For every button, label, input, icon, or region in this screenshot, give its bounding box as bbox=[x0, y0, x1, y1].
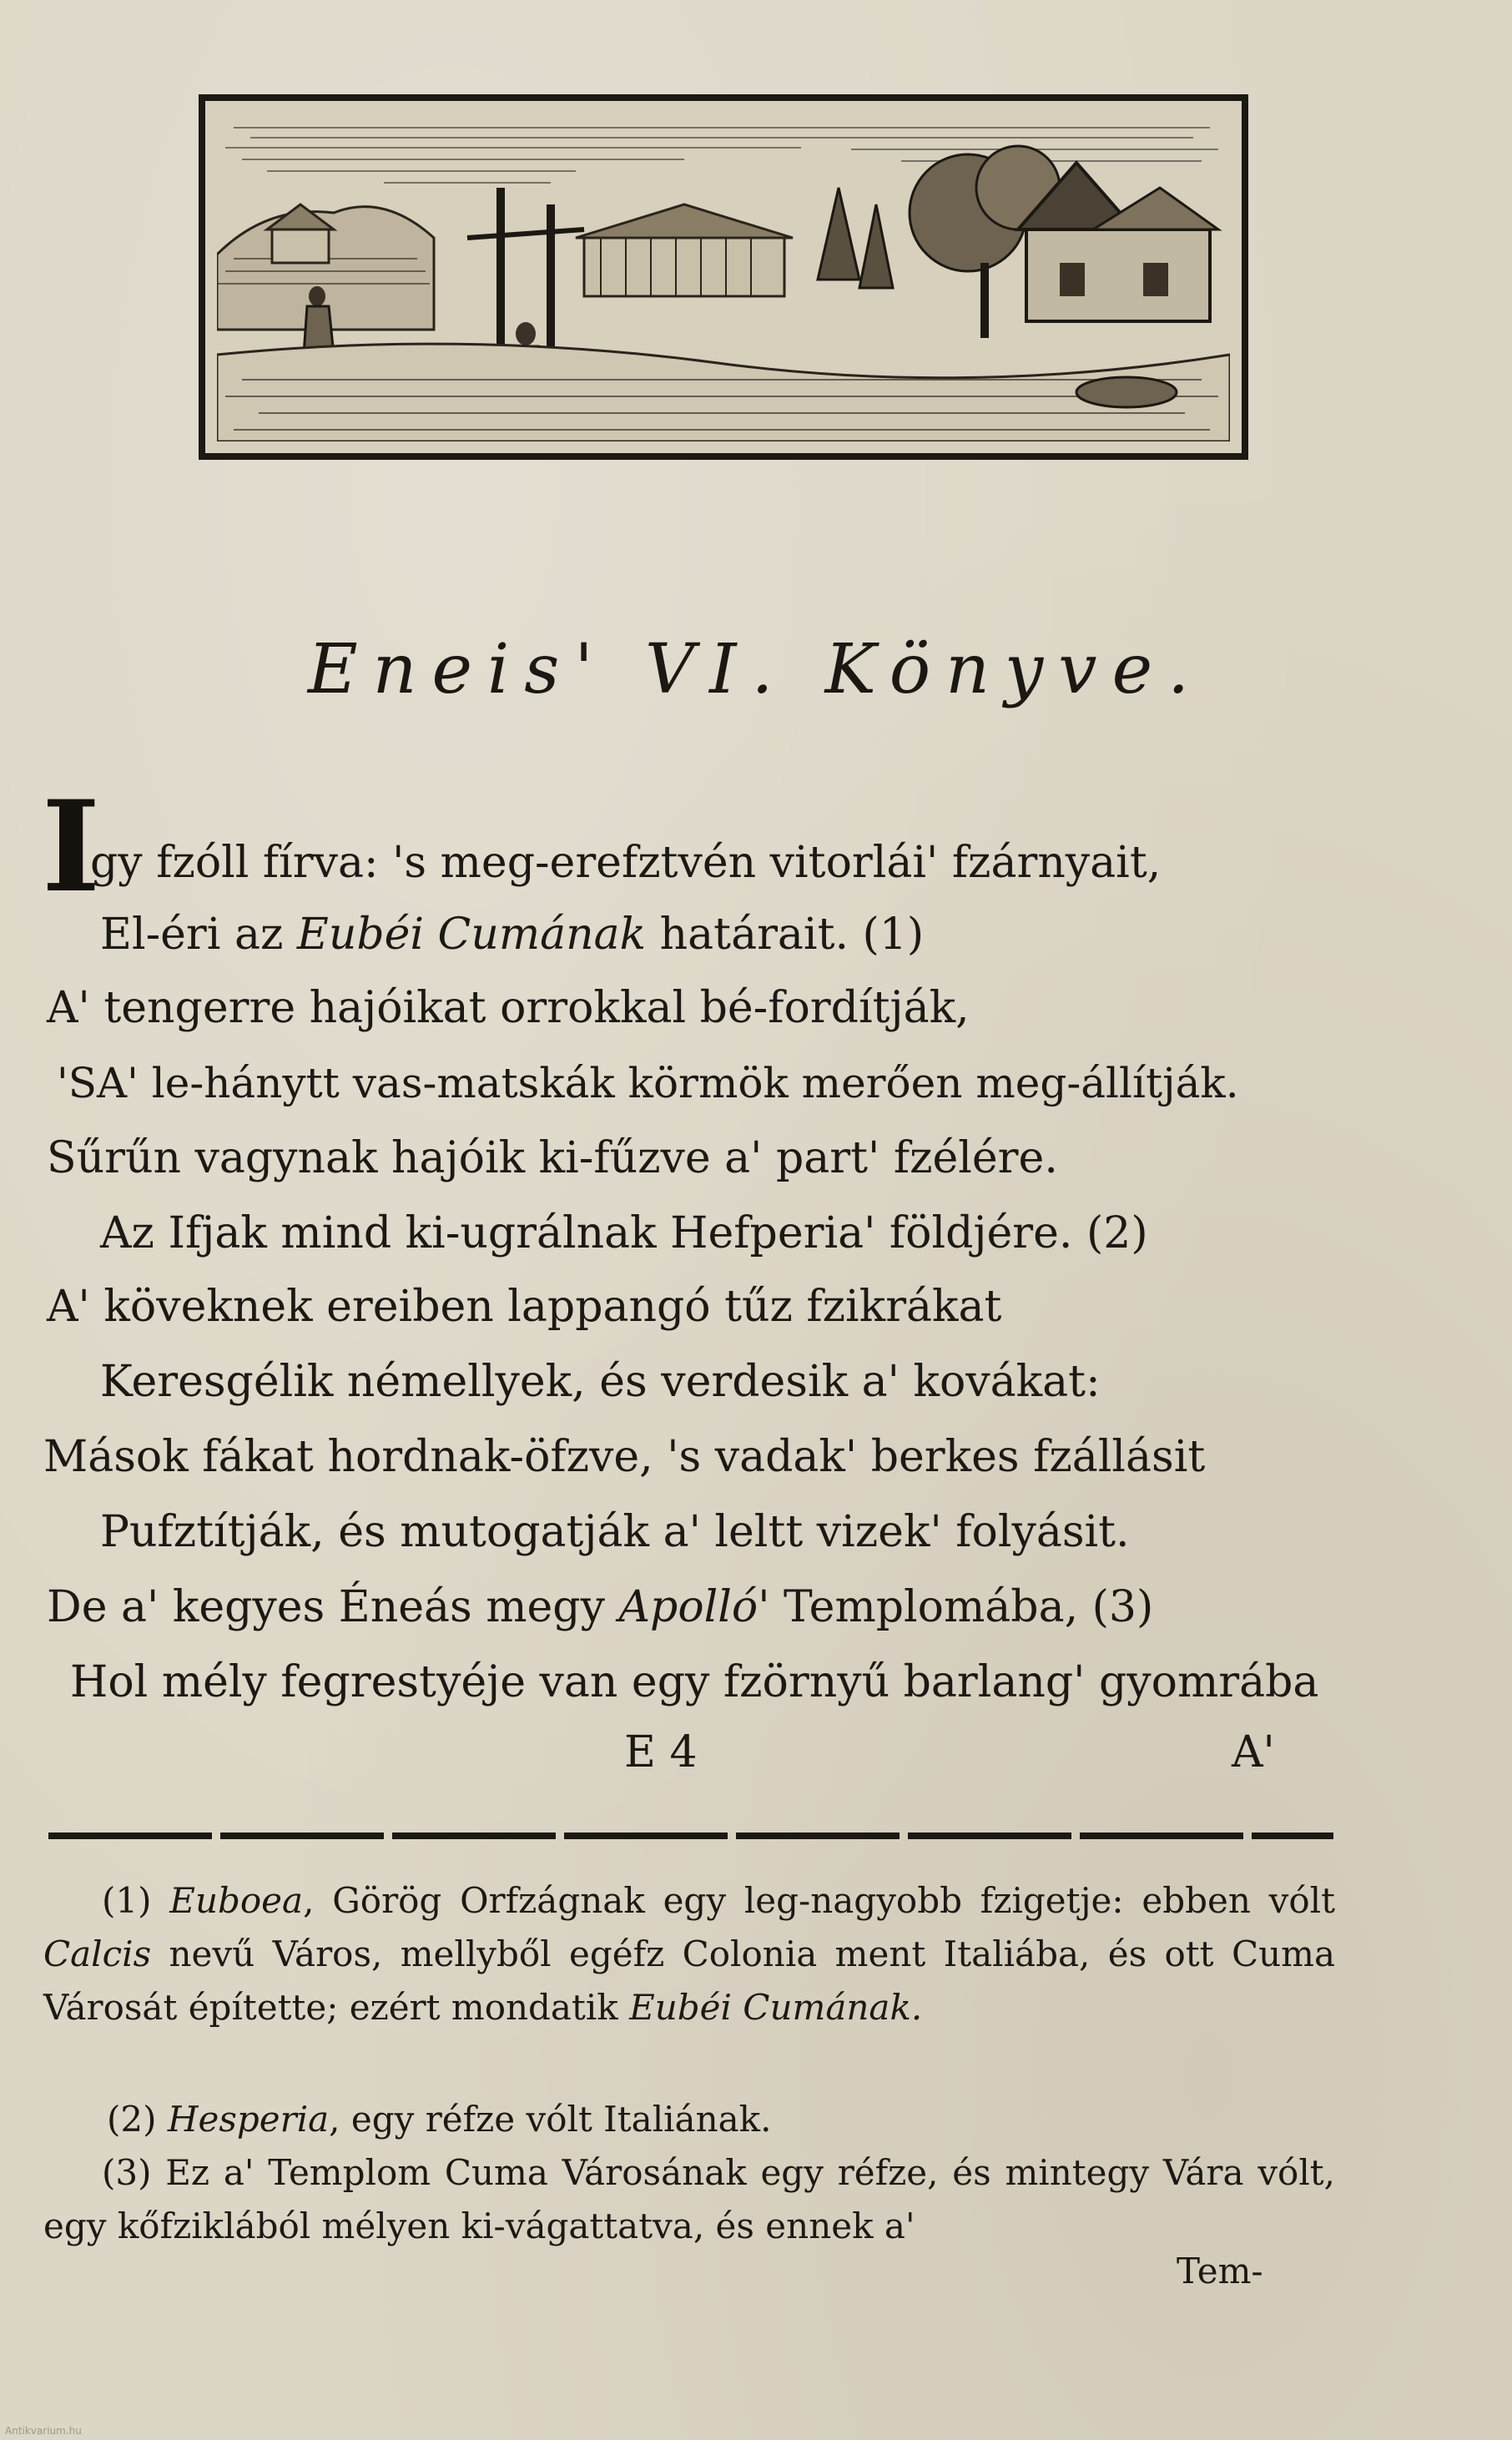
watermark-text: Antikvarium.hu bbox=[5, 2425, 82, 2437]
verse-line-5: Sűrűn vagynak hajóik ki-fűzve a' part' fzélére. bbox=[47, 1133, 1058, 1183]
note-text: (3) Ez a' Templom Cuma Városának egy réfze, és mintegy Vára vólt, egy kőfziklából mélyen ki-vágattatva, és ennek a' bbox=[43, 2152, 1335, 2246]
note-number: (2) bbox=[107, 2099, 168, 2140]
verse-line-3: A' tengerre hajóikat orrokkal bé-fordítják, bbox=[47, 983, 970, 1033]
note-italic: Calcis bbox=[43, 1933, 152, 1974]
verse-line-8: Keresgélik némellyek, és verdesik a' kovákat: bbox=[100, 1357, 1101, 1407]
place-name-italic: Eubéi Cumának bbox=[296, 910, 647, 960]
footnote-rule bbox=[48, 1833, 1333, 1839]
catchword: A' bbox=[1232, 1727, 1275, 1777]
verse-line-9: Mások fákat hordnak-öfzve, 's vadak' berkes fzállásit bbox=[43, 1432, 1206, 1482]
footnote-2 bbox=[43, 2093, 1335, 2146]
footnote-3 bbox=[43, 2146, 1335, 2253]
verse-line-4: 'SA' le-hánytt vas-matskák körmök merően meg-állítják. bbox=[57, 1059, 1239, 1107]
verse-line-1: gy fzóll fírva: 's meg-erefztvén vitorlái' fzárnyait, bbox=[90, 838, 1162, 888]
note-text: , Görög Orfzágnak egy leg-nagyobb fzigetje: ebben vólt bbox=[303, 1880, 1335, 1921]
woodcut-vignette bbox=[199, 94, 1248, 460]
verse-text: De a' kegyes Éneás megy bbox=[47, 1582, 619, 1632]
verse-text: El-éri az bbox=[100, 910, 297, 960]
note-italic: Euboea bbox=[169, 1880, 304, 1921]
verse-line-11 bbox=[47, 1582, 1153, 1632]
verse-line-6: Az Ifjak mind ki-ugrálnak Hefperia' földjére. (2) bbox=[100, 1208, 1148, 1258]
chapter-heading: Eneis' VI. Könyve. bbox=[307, 630, 1205, 709]
note-italic: Hesperia bbox=[167, 2099, 330, 2140]
verse-line-12: Hol mély fegrestyéje van egy fzörnyű barlang' gyomrába bbox=[70, 1657, 1319, 1707]
verse-line-10: Pufztítják, és mutogatják a' leltt vizek' folyásit. bbox=[100, 1507, 1130, 1557]
proper-name-italic: Apolló' bbox=[618, 1582, 770, 1632]
verse-text: Templomába, (3) bbox=[769, 1582, 1154, 1632]
note-text: , egy réfze vólt Italiának. bbox=[329, 2099, 772, 2140]
village-landscape-illustration bbox=[217, 113, 1230, 441]
signature-mark: E 4 bbox=[624, 1727, 698, 1777]
footnote-1 bbox=[43, 1874, 1335, 2034]
verse-line-2 bbox=[100, 910, 924, 960]
note-number: (1) bbox=[102, 1880, 170, 1921]
footnote-3-continuation: Tem- bbox=[1177, 2251, 1263, 2291]
verse-text: határait. (1) bbox=[646, 910, 925, 960]
drop-cap: I bbox=[42, 774, 101, 920]
verse-line-7: A' köveknek ereiben lappangó tűz fzikrákat bbox=[47, 1282, 1002, 1332]
note-italic: Eubéi Cumának. bbox=[629, 1987, 923, 2028]
note-text: nevű Város, mellyből egéfz Colonia ment Italiába, és ott Cuma Városát építette; ezért mondatik bbox=[43, 1933, 1335, 2028]
